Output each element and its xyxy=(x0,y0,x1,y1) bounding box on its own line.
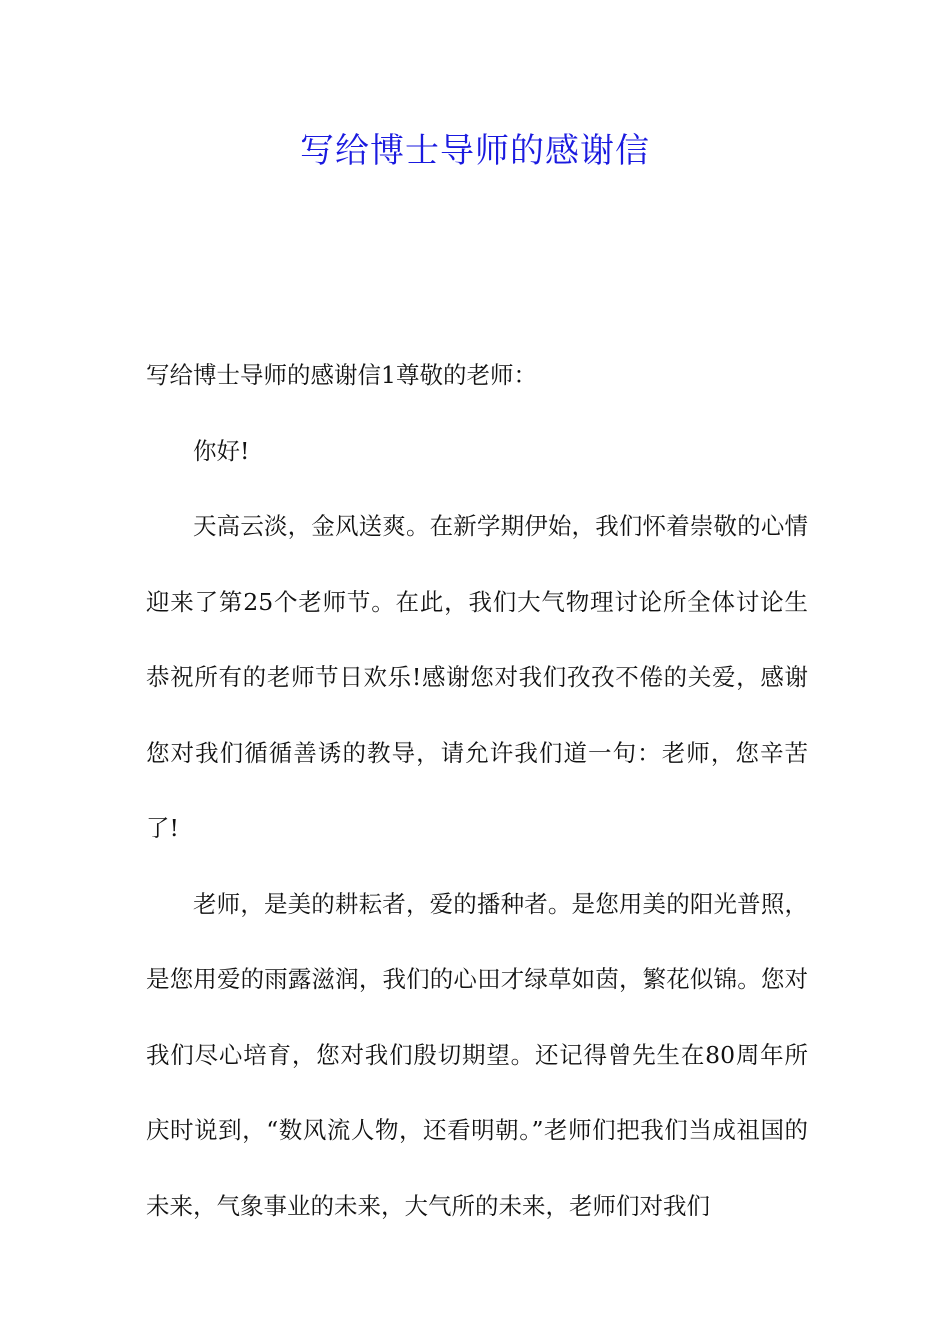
salutation-line: 写给博士导师的感谢信1尊敬的老师： xyxy=(146,361,537,389)
body-paragraph: 天高云淡，金风送爽。在新学期伊始，我们怀着崇敬的心情迎来了第25个老师节。在此，我们大气物理讨论所全体讨论生恭祝所有的老师节日欢乐!感谢您对我们孜孜不倦的关爱，感谢您对我们循循善诱的教导，请允许我们道一句：老师，您辛苦了! xyxy=(146,512,808,842)
body-paragraph: 老师，是美的耕耘者，爱的播种者。是您用美的阳光普照，是您用爱的雨露滋润，我们的心田才绿草如茵，繁花似锦。您对我们尽心培育，您对我们殷切期望。还记得曾先生在80周年所庆时说到，“数风流人物，还看明朝。”老师们把我们当成祖国的未来，气象事业的未来，大气所的未来，老师们对我们 xyxy=(146,889,808,1220)
document-title: 写给博士导师的感谢信 xyxy=(300,131,650,171)
document-body xyxy=(146,338,808,1244)
greeting-paragraph: 你好! xyxy=(193,436,250,465)
